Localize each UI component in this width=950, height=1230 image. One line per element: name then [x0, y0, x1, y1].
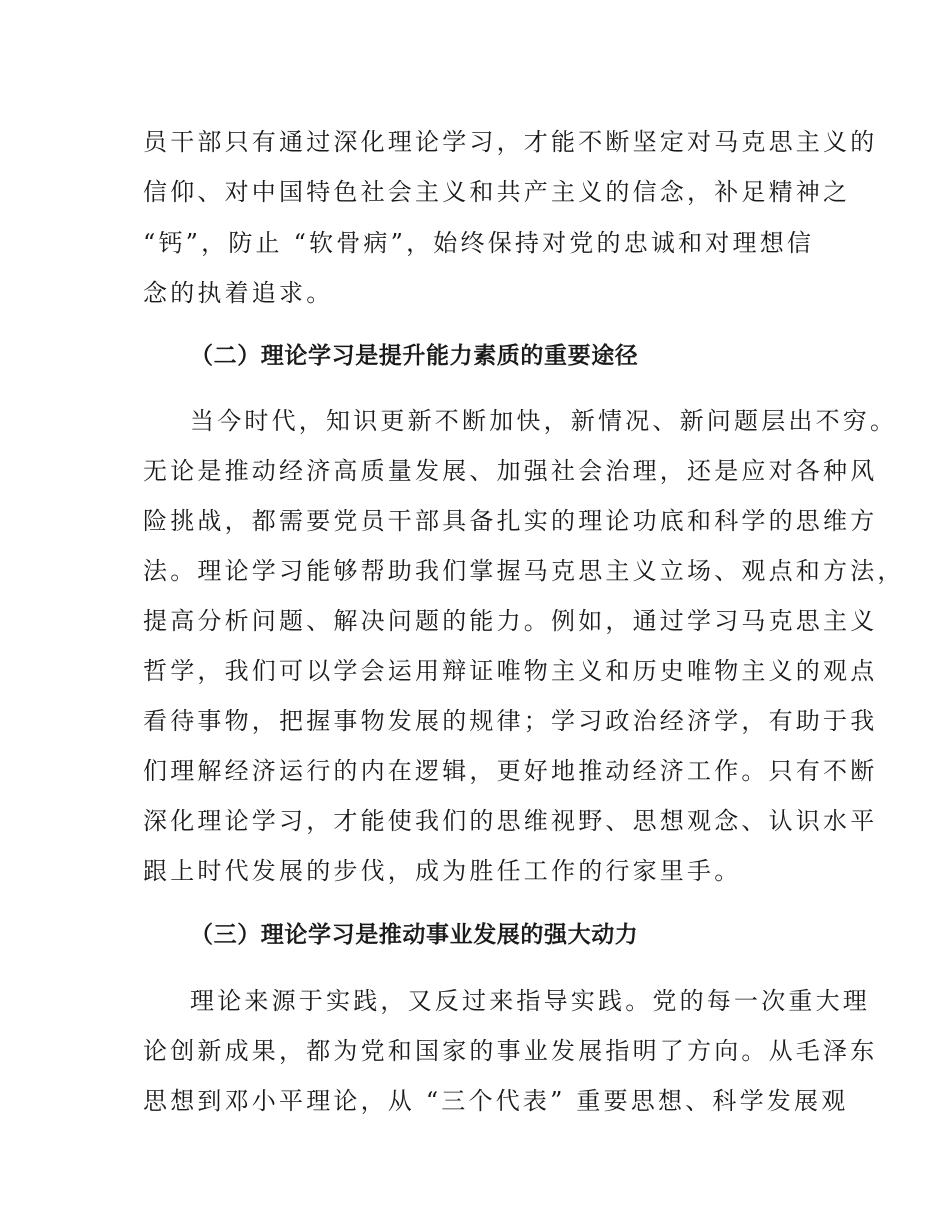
section-heading-3: （三）理论学习是推动事业发展的强大动力 [190, 922, 639, 948]
paragraph-2-line-5: 提高分析问题、解决问题的能力。例如，通过学习马克思主义 [143, 607, 878, 635]
paragraph-1-line-3: “钙”，防止 “软骨病”，始终保持对党的忠诚和对理想信 [143, 229, 815, 257]
paragraph-2-line-2: 无论是推动经济高质量发展、加强社会治理，还是应对各种风 [143, 457, 878, 485]
paragraph-2-line-4: 法。理论学习能够帮助我们掌握马克思主义立场、观点和方法， [143, 557, 905, 585]
paragraph-2-line-9: 深化理论学习，才能使我们的思维视野、思想观念、认识水平 [143, 807, 878, 835]
paragraph-3-line-2: 论创新成果，都为党和国家的事业发展指明了方向。从毛泽东 [143, 1037, 878, 1065]
paragraph-2-line-3: 险挑战，都需要党员干部具备扎实的理论功底和科学的思维方 [143, 507, 878, 535]
paragraph-2-line-6: 哲学，我们可以学会运用辩证唯物主义和历史唯物主义的观点 [143, 657, 878, 685]
paragraph-3-line-3: 思想到邓小平理论，从 “三个代表” 重要思想、科学发展观 [143, 1087, 849, 1115]
section-heading-2: （二）理论学习是提升能力素质的重要途径 [190, 343, 639, 369]
paragraph-2-line-1: 当今时代，知识更新不断加快，新情况、新问题层出不穷。 [190, 407, 898, 435]
paragraph-2-line-7: 看待事物，把握事物发展的规律；学习政治经济学，有助于我 [143, 707, 878, 735]
paragraph-2-line-10: 跟上时代发展的步伐，成为胜任工作的行家里手。 [143, 857, 742, 885]
paragraph-1-line-1: 员干部只有通过深化理论学习，才能不断坚定对马克思主义的 [143, 128, 878, 156]
paragraph-2-line-8: 们理解经济运行的内在逻辑，更好地推动经济工作。只有不断 [143, 757, 878, 785]
paragraph-3-line-1: 理论来源于实践，又反过来指导实践。党的每一次重大理 [190, 987, 870, 1015]
paragraph-1-line-2: 信仰、对中国特色社会主义和共产主义的信念，补足精神之 [143, 178, 851, 206]
paragraph-1-line-4: 念的执着追求。 [143, 279, 334, 307]
